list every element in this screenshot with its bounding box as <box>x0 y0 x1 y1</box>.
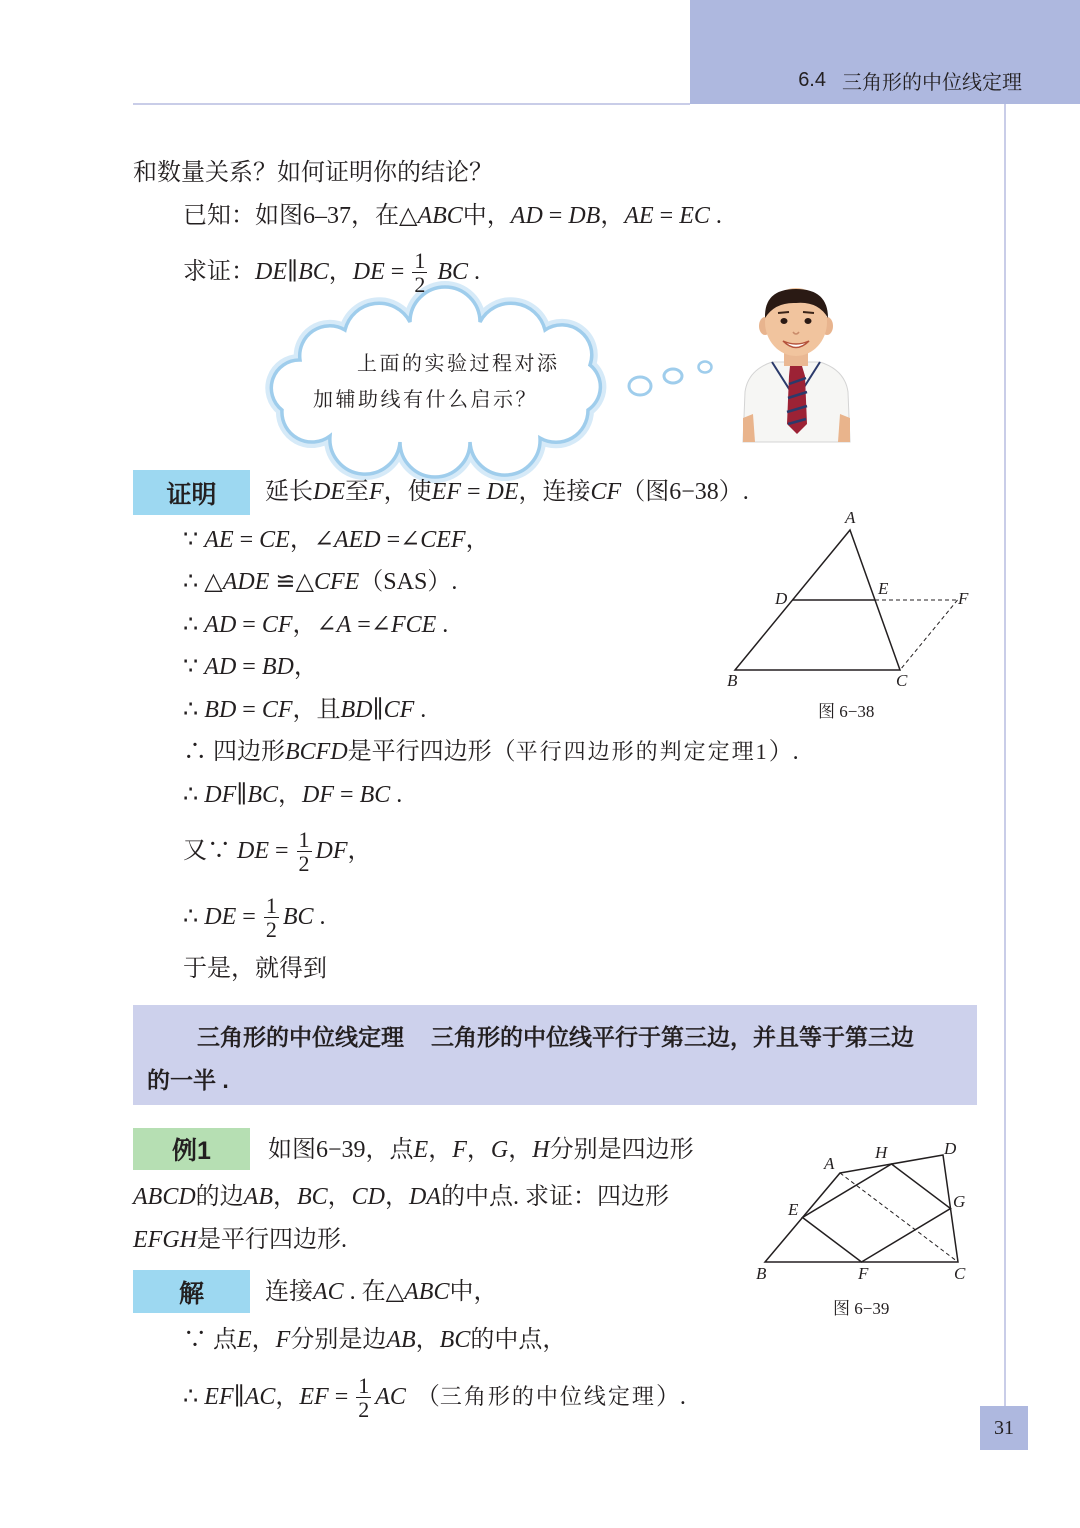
fraction-numerator: 1 <box>298 826 310 852</box>
math-var: BC <box>359 782 391 808</box>
math-var: AED <box>333 527 381 553</box>
text-run: ， <box>428 1137 453 1163</box>
bubble-text-line1: 上面的实验过程对添 <box>357 353 560 375</box>
theorem-statement-end: 的一半 . <box>147 1066 229 1093</box>
point-label-d: D <box>775 589 788 608</box>
text-run: ， <box>327 1184 352 1210</box>
fraction-numerator: 1 <box>414 247 426 273</box>
math-var: DE <box>204 904 237 930</box>
diagonal-ac-dashed <box>840 1173 958 1262</box>
proof-step <box>183 944 327 994</box>
math-var: BC <box>247 782 279 808</box>
math-var: DF <box>302 782 335 808</box>
text-run: 中， <box>462 203 511 229</box>
proof-step <box>183 892 326 942</box>
text-run: = <box>236 612 262 638</box>
math-var: AC <box>313 1279 344 1305</box>
math-var: BC <box>439 1327 471 1353</box>
text-run: 的边 <box>195 1184 244 1210</box>
point-label-e: E <box>788 1200 799 1219</box>
math-var: DF <box>204 782 237 808</box>
math-var: A <box>336 612 352 638</box>
text-run: 是平行四边形（ <box>347 739 516 765</box>
text-run: . 在△ <box>343 1279 405 1305</box>
text-run: = <box>334 782 360 808</box>
example-label: 例1 <box>133 1128 250 1170</box>
text-run: 中， <box>449 1279 498 1305</box>
text-run: ， <box>465 527 490 553</box>
fraction-numerator: 1 <box>358 1372 370 1398</box>
text-run: 至 <box>345 479 369 505</box>
text-run: ∴ <box>183 612 205 638</box>
fraction-denominator: 2 <box>358 1396 370 1422</box>
math-var: ADE <box>222 569 270 595</box>
math-var: AC <box>244 1384 276 1410</box>
math-var: CE <box>259 527 290 553</box>
segment-fc-dashed <box>900 600 958 670</box>
math-var: CF <box>590 479 622 505</box>
text-run: ∥ <box>372 697 384 723</box>
fraction <box>356 1374 371 1421</box>
text-run: = <box>236 904 262 930</box>
math-var: AD <box>204 654 237 680</box>
arm-right <box>838 414 850 442</box>
math-var: EF <box>299 1384 329 1410</box>
solution-lead-line <box>265 1267 497 1317</box>
example-line <box>133 1215 347 1265</box>
math-var: DE <box>237 838 269 864</box>
text-run: = <box>328 1384 355 1410</box>
fraction <box>297 828 312 875</box>
math-var: ABCD <box>133 1184 196 1210</box>
text-run: 如图6−39，点 <box>268 1137 414 1163</box>
math-var: E <box>413 1137 429 1163</box>
figure-caption-6-38: 图 6−38 <box>818 702 875 721</box>
math-var: CF <box>261 697 293 723</box>
point-label-g: G <box>953 1192 966 1211</box>
text-run: ∵ <box>183 527 205 553</box>
eye-right <box>805 318 812 324</box>
math-var: BC <box>298 259 329 285</box>
bubble-dot-medium <box>664 369 682 383</box>
text-run: 分别是四边形 <box>549 1137 694 1163</box>
math-var: ABC <box>417 203 463 229</box>
text-run: . <box>313 904 326 930</box>
text-run: ∥ <box>287 259 299 285</box>
text-run: =∠ <box>351 612 391 638</box>
proof-label: 证明 <box>133 470 250 515</box>
text-run: 是平行四边形. <box>196 1227 347 1253</box>
text-run: ∴ <box>183 782 205 808</box>
math-var: BD <box>204 697 237 723</box>
theorem-line-1 <box>197 1020 914 1050</box>
solution-step <box>183 1372 686 1422</box>
text-run: ∴ △ <box>183 569 223 595</box>
math-var: BD <box>340 697 373 723</box>
section-title: 三角形的中位线定理 <box>842 71 1022 94</box>
bubble-text-line2: 加辅助线有什么启示？ <box>313 389 538 411</box>
theorem-reference: 平行四边形的判定定理1 <box>515 739 769 764</box>
text-run: ≌△ <box>269 569 314 595</box>
text-run: ， <box>600 203 625 229</box>
math-var: DF <box>315 838 348 864</box>
text-run: ）. <box>768 739 799 765</box>
math-var: G <box>490 1137 509 1163</box>
text-run: ， <box>293 654 318 680</box>
text-run: ∥ <box>236 782 248 808</box>
fraction <box>412 249 427 296</box>
theorem-box <box>133 1005 977 1105</box>
math-var: AB <box>386 1327 416 1353</box>
text-run: ， <box>273 1184 297 1210</box>
eye-left <box>781 318 788 324</box>
text-run: ∴ <box>183 904 205 930</box>
example-line <box>268 1125 694 1175</box>
text-run: ）. <box>655 1384 686 1410</box>
text-run: ∥ <box>233 1384 245 1410</box>
math-var: DA <box>409 1184 442 1210</box>
text-run: . <box>414 697 427 723</box>
fraction <box>264 894 279 941</box>
given-line <box>183 191 722 241</box>
math-var: AB <box>243 1184 273 1210</box>
math-var: F <box>452 1137 467 1163</box>
text-run: 的中点. 求证：四边形 <box>441 1184 670 1210</box>
text-run: ， <box>328 259 353 285</box>
fraction-denominator: 2 <box>298 850 310 876</box>
text-run: = <box>236 654 262 680</box>
solution-step <box>183 1315 566 1365</box>
math-var: CF <box>261 612 293 638</box>
math-var: EFGH <box>133 1227 197 1253</box>
text-run: . <box>436 612 449 638</box>
math-var: BC <box>437 259 468 285</box>
text-run: ，连接 <box>518 479 591 505</box>
proof-lead-line <box>265 467 749 517</box>
figure-6-38 <box>735 530 958 670</box>
text-run: ，使 <box>383 479 432 505</box>
text-run: 求证： <box>183 259 255 285</box>
point-label-c: C <box>954 1264 966 1283</box>
math-var: DE <box>486 479 519 505</box>
math-var: H <box>532 1137 550 1163</box>
math-var: DE <box>255 259 287 285</box>
proof-step <box>183 770 402 820</box>
math-var: DB <box>568 203 601 229</box>
theorem-line-2 <box>147 1063 229 1093</box>
text-run: 的中点， <box>470 1327 567 1353</box>
text-run: = <box>233 527 260 553</box>
text-run: ∴ <box>183 697 205 723</box>
theorem-name: 三角形的中位线定理 <box>197 1023 404 1050</box>
text-run: ，且 <box>292 697 341 723</box>
solution-label: 解 <box>133 1270 250 1313</box>
text-run: ， <box>385 1184 410 1210</box>
arm-left <box>743 414 755 442</box>
bubble-dot-small <box>699 362 712 373</box>
text-run: ，∠ <box>289 527 334 553</box>
math-var: BC <box>297 1184 328 1210</box>
point-label-b: B <box>727 671 738 690</box>
text-run: 连接 <box>265 1279 313 1305</box>
math-var: CD <box>351 1184 386 1210</box>
point-label-e: E <box>878 579 889 598</box>
math-var: AE <box>624 203 654 229</box>
text-run: =∠ <box>380 527 421 553</box>
math-var: CF <box>383 697 415 723</box>
fraction-denominator: 2 <box>414 271 426 297</box>
text-run: ， <box>508 1137 533 1163</box>
point-label-a: A <box>845 508 856 527</box>
text-run: = <box>384 259 411 285</box>
point-label-b: B <box>756 1264 767 1283</box>
text-run: 又∵ <box>183 838 237 864</box>
math-var: BD <box>261 654 294 680</box>
math-var: CFE <box>313 569 360 595</box>
text-run: 于是，就得到 <box>183 956 327 982</box>
text-run: ， <box>275 1384 300 1410</box>
math-var: EC <box>679 203 710 229</box>
math-var: AD <box>204 612 237 638</box>
text-run: ， <box>466 1137 491 1163</box>
prove-line <box>183 247 480 297</box>
math-var: AC <box>375 1384 406 1410</box>
math-var: FCE <box>390 612 437 638</box>
text-run: ∴ <box>183 1384 205 1410</box>
text-run: （图6−38）. <box>621 479 749 505</box>
text-run: ， <box>278 782 303 808</box>
text-run: = <box>461 479 487 505</box>
math-var: F <box>369 479 384 505</box>
math-var: E <box>237 1327 252 1353</box>
text-run: = <box>269 838 295 864</box>
math-var: F <box>275 1327 291 1353</box>
page-number: 31 <box>980 1406 1028 1450</box>
text-run: . <box>709 203 722 229</box>
math-var: BC <box>282 904 314 930</box>
text-run: ， <box>415 1327 440 1353</box>
math-var: AE <box>204 527 234 553</box>
point-label-d: D <box>944 1139 957 1158</box>
boy-illustration <box>743 288 850 442</box>
bubble-outline <box>271 287 600 477</box>
text-run: . <box>390 782 403 808</box>
text-run: = <box>653 203 680 229</box>
math-var: CEF <box>420 527 466 553</box>
section-number: 6.4 <box>798 68 826 91</box>
text-run: ，∠ <box>292 612 337 638</box>
point-label-a: A <box>824 1154 835 1173</box>
text-run: ， <box>251 1327 276 1353</box>
point-label-f: F <box>958 589 969 608</box>
text-run: ∵ 点 <box>183 1327 237 1353</box>
point-label-h: H <box>875 1143 888 1162</box>
text-run: 分别是边 <box>290 1327 387 1353</box>
text-run: ∵ <box>183 654 205 680</box>
figure-caption-6-39: 图 6−39 <box>833 1299 890 1318</box>
text-run: . <box>467 259 480 285</box>
text-run: 和数量关系？如何证明你的结论？ <box>133 160 493 186</box>
thought-bubble <box>271 287 711 477</box>
math-var: DE <box>352 259 385 285</box>
text-run: （ <box>415 1384 440 1410</box>
math-var: EF <box>204 1384 234 1410</box>
quadrilateral-efgh <box>803 1164 951 1262</box>
proof-step <box>183 826 372 876</box>
theorem-statement: 三角形的中位线平行于第三边，并且等于第三边 <box>431 1023 914 1050</box>
theorem-reference: 三角形的中位线定理 <box>439 1384 656 1409</box>
text-run: ， <box>347 838 372 864</box>
bubble-dot-large <box>629 377 651 395</box>
text-run: 延长 <box>265 479 313 505</box>
fraction-denominator: 2 <box>265 916 277 942</box>
point-label-f: F <box>858 1264 869 1283</box>
point-label-c: C <box>896 671 908 690</box>
math-var: EF <box>431 479 461 505</box>
text-run: = <box>542 203 569 229</box>
fraction-numerator: 1 <box>265 892 277 918</box>
math-var: ABC <box>404 1279 450 1305</box>
text-run: 已知：如图6–37，在△ <box>183 203 418 229</box>
text-run: = <box>236 697 262 723</box>
math-var: BCFD <box>285 739 348 765</box>
math-var: DE <box>313 479 345 505</box>
text-run: ∴ 四边形 <box>183 739 285 765</box>
text-run: （SAS）. <box>359 569 458 595</box>
math-var: AD <box>510 203 543 229</box>
